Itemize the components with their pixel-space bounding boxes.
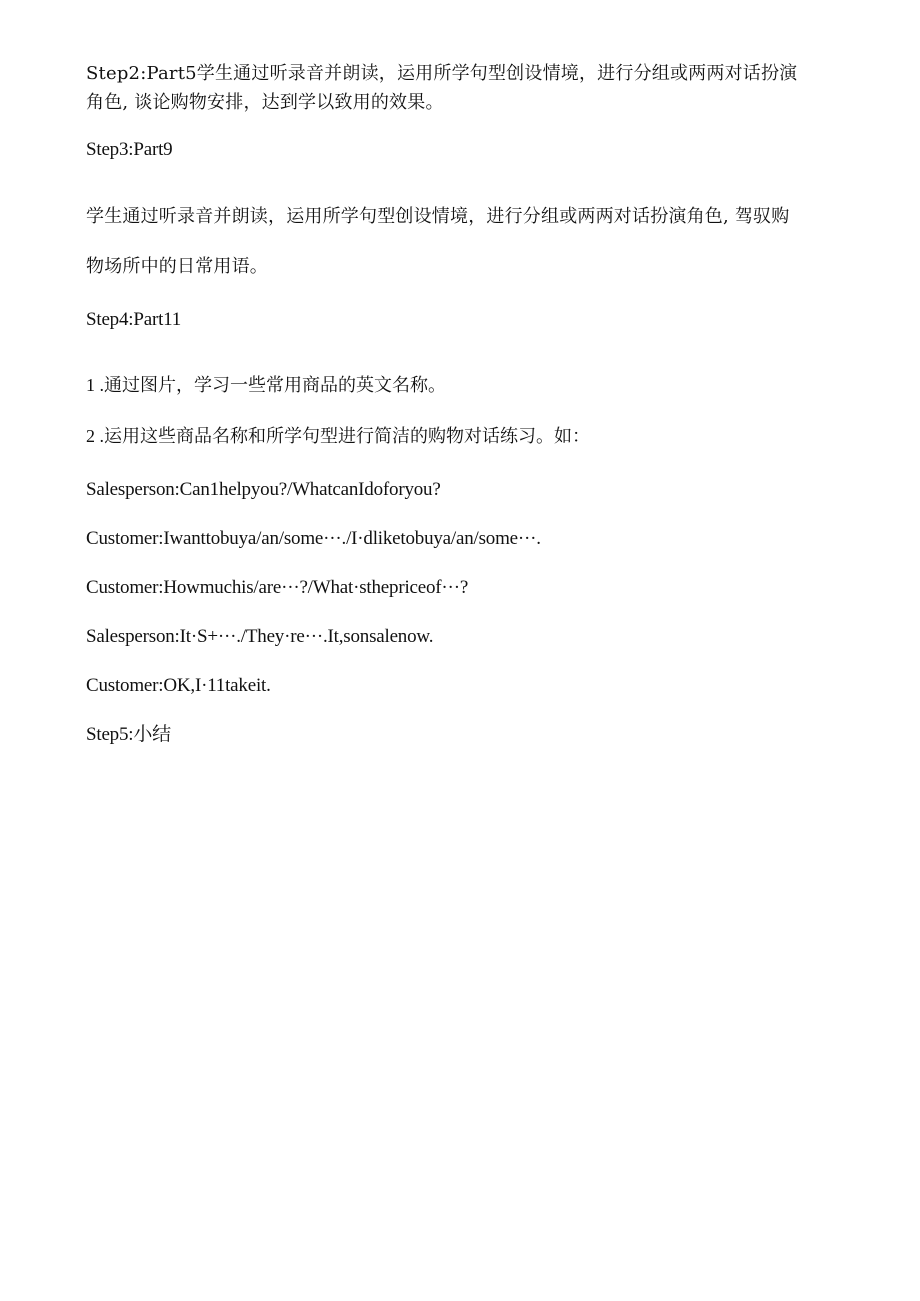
step2-line-2: 角色, 谈论购物安排，达到学以致用的效果。	[86, 92, 444, 113]
dialogue-line-2: Customer:Iwanttobuya/an/some···./I·dliketobuya/an/some···.	[86, 528, 541, 549]
step2-line-1: Step2:Part5学生通过听录音并朗读，运用所学句型创设情境，进行分组或两两对话扮演	[86, 63, 798, 84]
step4-item-1: 1 .通过图片，学习一些常用商品的英文名称。	[86, 375, 446, 395]
step3-paragraph-line-2: 物场所中的日常用语。	[86, 256, 268, 277]
step4-item-2: 2 .运用这些商品名称和所学句型进行简洁的购物对话练习。如：	[86, 426, 590, 446]
dialogue-line-3: Customer:Howmuchis/are···?/What·sthepriceof···?	[86, 577, 469, 598]
dialogue-line-1: Salesperson:Can1helpyou?/WhatcanIdoforyou?	[86, 479, 441, 500]
step4-heading: Step4:Part11	[86, 309, 182, 330]
step5-heading: Step5:小结	[86, 724, 171, 745]
dialogue-line-4: Salesperson:It·S+···./They·re···.It,sonsalenow.	[86, 626, 434, 647]
step3-heading: Step3:Part9	[86, 139, 173, 160]
step3-paragraph-line-1: 学生通过听录音并朗读，运用所学句型创设情境，进行分组或两两对话扮演角色, 驾驭购	[86, 206, 790, 227]
dialogue-line-5: Customer:OK,I·11takeit.	[86, 675, 271, 696]
